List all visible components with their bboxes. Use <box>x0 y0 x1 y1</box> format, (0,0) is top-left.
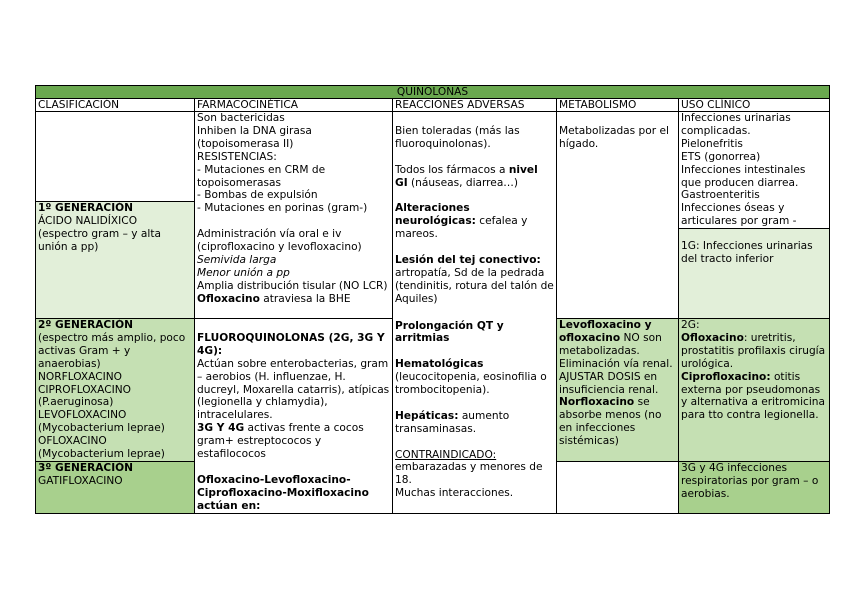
reaccion-bold: nivel GI <box>395 163 538 189</box>
metabolismo-line: NO son metabolizadas. <box>559 331 662 357</box>
uso-cell-3 <box>679 461 830 513</box>
reaccion-bold: Hematológicas <box>395 358 484 371</box>
table-title: QUINOLONAS <box>36 86 830 99</box>
reaccion-bold: Alteraciones neurológicas: <box>395 202 476 228</box>
uso-line: 1G: Infecciones urinarias del tracto inferior <box>681 240 813 265</box>
farmaco-line: Son bactericidas <box>197 112 285 124</box>
uso-line: Pielonefritis <box>681 137 743 150</box>
header-clasificacion: CLASIFICACIÓN <box>36 99 195 112</box>
uso-cell-2 <box>679 319 830 462</box>
gen2-drug: (P.aeruginosa) <box>38 396 114 409</box>
metabolismo-bold: Levofloxacino y ofloxacino <box>559 319 652 344</box>
quinolonas-table <box>35 85 830 514</box>
uso-bold: Ofloxacino <box>681 331 744 344</box>
metabolismo-line: Eliminación vía renal. <box>559 357 673 370</box>
gen2-drug: NORFLOXACINO <box>38 370 123 383</box>
reaccion-line: Bien toleradas (más las fluoroquinolonas). <box>395 124 520 150</box>
gen2-spectrum: (espectro más amplio, poco activas Gram + y anaerobias) <box>38 331 186 370</box>
uso-bold: Ciprofloxacino: <box>681 370 771 383</box>
farmaco-cell-1 <box>195 112 393 319</box>
farmaco-line: Semivida larga <box>197 253 277 266</box>
gen1-cell <box>36 112 195 319</box>
farmaco-bold: Ofloxacino-Levofloxacino-Ciprofloxacino-Moxifloxacino actúan en: <box>197 473 369 512</box>
reaccion-line: aumento transaminasas. <box>395 409 510 435</box>
gen2-drug: CIPROFLOXACINO <box>38 383 131 396</box>
farmaco-line: - Bombas de expulsión <box>197 189 318 202</box>
metabolismo-line: se absorbe menos (no en infecciones sistémicas) <box>559 396 662 448</box>
uso-line: Infecciones intestinales que producen diarrea. <box>681 163 806 189</box>
gen2-cell <box>36 319 195 462</box>
reaccion-line: embarazadas y menores de 18. <box>395 461 543 487</box>
uso-line: ETS (gonorrea) <box>681 150 761 163</box>
gen2-title: 2º GENERACIÓN <box>38 319 134 331</box>
header-uso: USO CLÍNICO <box>679 99 830 112</box>
uso-line: Infecciones urinarias complicadas. <box>681 112 791 137</box>
gen1-title: 1º GENERACIÓN <box>38 202 134 214</box>
gen3-drug: GATIFLOXACINO <box>38 474 123 487</box>
uso-line: Gastroenteritis <box>681 189 760 202</box>
reaccion-line: (náuseas, diarrea…) <box>407 176 519 189</box>
gen1-spectrum: (espectro gram – y alta unión a pp) <box>38 227 162 253</box>
uso-line: Infecciones óseas y articulares por gram - <box>681 202 797 228</box>
gen1-drug: ÁCIDO NALIDÍXICO <box>38 214 138 227</box>
farmaco-line: Actúan sobre enterobacterias, gram – aerobios (H. influenzae, H. ducreyl, Moxarella catarris), atípicas (legionella y chlamydia), intracelulares. <box>197 357 390 422</box>
uso-line: : uretritis, prostatitis profilaxis cirugía urológica. <box>681 331 826 370</box>
metabolismo-line: AJUSTAR DOSIS en insuficiencia renal. <box>559 370 659 396</box>
reaccion-line: cefalea y mareos. <box>395 215 528 241</box>
gen3-cell <box>36 461 195 513</box>
gen3-title: 3º GENERACIÓN <box>38 461 134 474</box>
farmaco-line: - Mutaciones en porinas (gram-) <box>197 202 368 215</box>
uso-line: 2G: <box>681 319 700 331</box>
reacciones-cell <box>393 112 557 514</box>
farmaco-cell-2 <box>195 319 393 514</box>
metabolismo-line: Metabolizadas por el hígado. <box>559 124 669 150</box>
farmaco-line: activas frente a cocos gram+ estreptococos y estafilococos <box>197 422 364 461</box>
farmaco-line: Amplia distribución tisular (NO LCR) <box>197 279 388 292</box>
metabolismo-cell-3 <box>557 461 679 513</box>
farmaco-line: atraviesa la BHE <box>259 292 351 305</box>
reaccion-line: artropatía, Sd de la pedrada (tendinitis, rotura del talón de Aquiles) <box>395 266 554 305</box>
header-farmacocinetica: FARMACOCINÉTICA <box>195 99 393 112</box>
reaccion-bold: Lesión del tej conectivo: <box>395 253 541 266</box>
gen2-drug: OFLOXACINO <box>38 435 107 448</box>
gen2-drug: (Mycobacterium leprae) <box>38 448 165 461</box>
fluoroquinolonas-heading: FLUOROQUINOLONAS (2G, 3G Y 4G): <box>197 331 385 357</box>
reaccion-line: Todos los fármacos a <box>395 163 509 176</box>
gen2-drug: LEVOFLOXACINO <box>38 409 127 422</box>
farmaco-bold: 3G Y 4G <box>197 422 245 435</box>
farmaco-line: RESISTENCIAS: <box>197 150 277 163</box>
metabolismo-bold: Norfloxacino <box>559 396 635 409</box>
contraindicado-label: CONTRAINDICADO: <box>395 448 497 461</box>
uso-line: 3G y 4G infecciones respiratorias por gram – o aerobias. <box>681 461 819 500</box>
reaccion-bold: Hepáticas: <box>395 409 459 422</box>
farmaco-line: Inhiben la DNA girasa (topoisomerasa II) <box>197 124 312 150</box>
farmaco-line: Menor unión a pp <box>197 266 290 279</box>
header-reacciones: REACCIONES ADVERSAS <box>393 99 557 112</box>
farmaco-line: - Mutaciones en CRM de topoisomerasas <box>197 163 326 189</box>
ofloxacino-label: Ofloxacino <box>197 292 260 305</box>
metabolismo-cell-2 <box>557 319 679 462</box>
reaccion-bold: Prolongación QT y arritmias <box>395 319 504 345</box>
uso-line: otitis externa por pseudomonas y alternativa a eritromicina para tto contra legionella. <box>681 370 826 422</box>
reaccion-line: Muchas interacciones. <box>395 487 514 500</box>
uso-cell-1 <box>679 112 830 319</box>
farmaco-line: Administración vía oral e iv (ciprofloxacino y levofloxacino) <box>197 228 362 254</box>
header-metabolismo: METABOLISMO <box>557 99 679 112</box>
metabolismo-cell-1 <box>557 112 679 319</box>
reaccion-line: (leucocitopenia, eosinofilia o trombocitopenia). <box>395 371 547 397</box>
gen2-drug: (Mycobacterium leprae) <box>38 422 165 435</box>
